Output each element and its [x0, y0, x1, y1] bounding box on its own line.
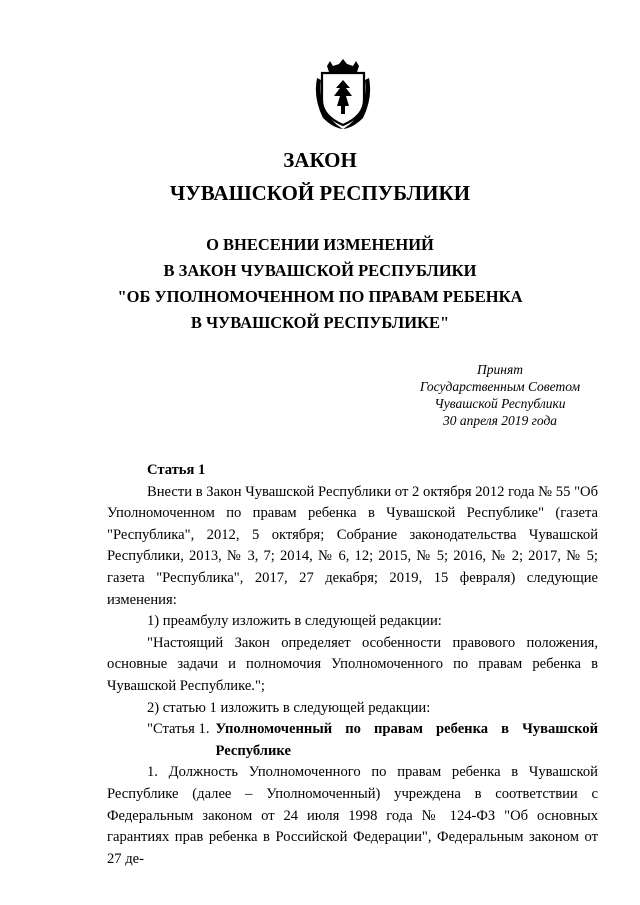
new-article-title: Уполномоченный по правам ребенка в Чувашской Республике — [215, 721, 598, 759]
item-1: 1) преамбулу изложить в следующей редакции: — [147, 613, 442, 630]
law-subject — [0, 232, 640, 336]
article-1-heading: Статья 1 — [147, 462, 206, 478]
adoption-line-2: Государственным Советом — [419, 379, 581, 394]
subject-line-2: В ЗАКОН ЧУВАШСКОЙ РЕСПУБЛИКИ — [163, 261, 477, 280]
new-article-1-heading — [107, 719, 598, 762]
new-article-paragraph-1: 1. Должность Уполномоченного по правам ребенка в Чувашской Республике (далее – Уполномоченный) учреждена в соответствии с Федеральным законом от 24 июля 1998 года № 124-ФЗ "Об основных гарантиях прав ребенка в Российской Федерации", Федеральным законом от 27 де- — [107, 764, 598, 867]
adoption-note — [400, 361, 600, 429]
article-1-body — [107, 460, 598, 870]
law-title — [0, 146, 640, 207]
item-1-text: "Настоящий Закон определяет особенности правового положения, основные задачи и полномочия Уполномоченного по правам ребенка в Чувашской Республике."; — [107, 634, 598, 694]
law-title-line-1: ЗАКОН — [283, 148, 357, 172]
adoption-line-3: Чувашской Республики — [434, 396, 566, 411]
subject-line-3: "ОБ УПОЛНОМОЧЕННОМ ПО ПРАВАМ РЕБЕНКА — [117, 287, 523, 306]
item-2: 2) статью 1 изложить в следующей редакции: — [147, 699, 431, 716]
adoption-date: 30 апреля 2019 года — [442, 413, 558, 428]
new-article-number: "Статья 1. — [147, 721, 210, 738]
chuvash-republic-coat-of-arms-icon — [313, 58, 373, 130]
adoption-line-1: Принят — [477, 362, 523, 377]
law-title-line-2: ЧУВАШСКОЙ РЕСПУБЛИКИ — [169, 181, 471, 205]
article-1-intro: Внести в Закон Чувашской Республики от 2 октября 2012 года № 55 "Об Уполномоченном по правам ребенка в Чувашской Республике" (газета "Республика", 2012, 5 октября; Собрание законодательства Чувашской Республики, 2013, № 3, 7; 2014, № 6, 12; 2015, № 5; 2016, № 2; 2017, № 5; газета "Республика", 2017, 27 декабря; 2019, 15 февраля) следующие изменения: — [107, 483, 598, 608]
subject-line-4: В ЧУВАШСКОЙ РЕСПУБЛИКЕ" — [190, 313, 450, 332]
subject-line-1: О ВНЕСЕНИИ ИЗМЕНЕНИЙ — [206, 235, 434, 254]
